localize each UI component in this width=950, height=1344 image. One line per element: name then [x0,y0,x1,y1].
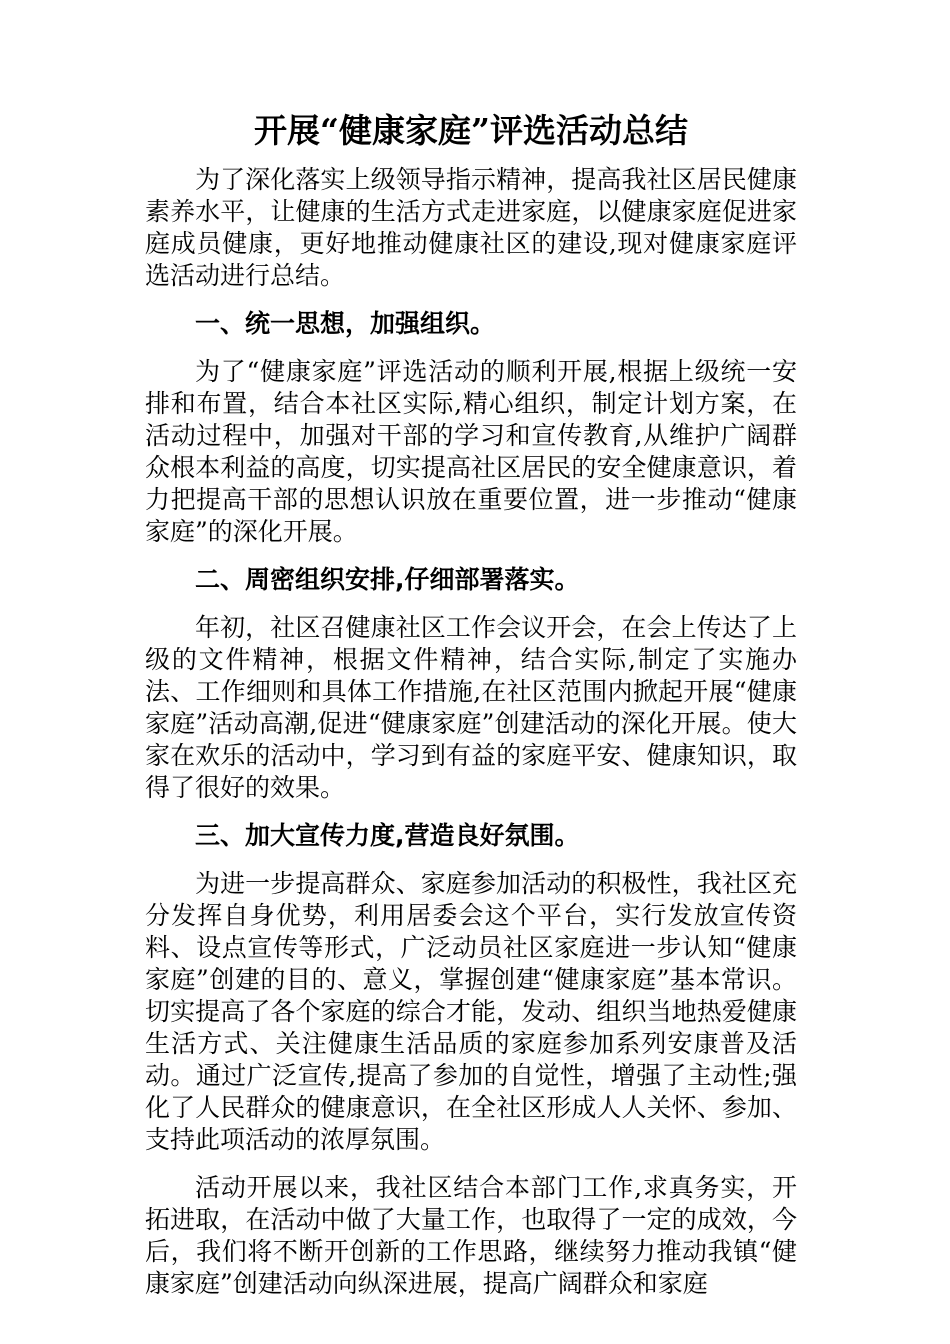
document-title: 开展“健康家庭”评选活动总结 [254,111,688,150]
section-3-paragraph: 为进一步提高群众、家庭参加活动的积极性，我社区充分发挥自身优势，利用居委会这个平台，实行发放宣传资料、设点宣传等形式，广泛动员社区家庭进一步认知“健康家庭”创建的目的、意义，掌握创建“健康家庭”基本常识。切实提高了各个家庭的综合才能，发动、组织当地热爱健康生活方式、关注健康生活品质的家庭参加系列安康普及活动。通过广泛宣传,提高了参加的自觉性，增强了主动性;强化了人民群众的健康意识，在全社区形成人人关怀、参加、支持此项活动的浓厚氛围。 [145,869,797,1154]
section-heading-2: 二、周密组织安排,仔细部署落实。 [195,565,580,594]
section-heading-3: 三、加大宣传力度,营造良好氛围。 [195,821,580,850]
section-2-paragraph: 年初，社区召健康社区工作会议开会，在会上传达了上级的文件精神，根据文件精神，结合实际,制定了实施办法、工作细则和具体工作措施,在社区范围内掀起开展“健康家庭”活动高潮,促进“健康家庭”创建活动的深化开展。使大家在欢乐的活动中，学习到有益的家庭平安、健康知识，取得了很好的效果。 [145,613,797,802]
document-page [145,108,797,1316]
section-heading-1: 一、统一思想，加强组织。 [195,309,496,338]
section-1-paragraph: 为了“健康家庭”评选活动的顺利开展,根据上级统一安排和布置，结合本社区实际,精心组织，制定计划方案，在活动过程中，加强对干部的学习和宣传教育,从维护广阔群众根本利益的高度，切实提高社区居民的安全健康意识，着力把提高干部的思想认识放在重要位置，进一步推动“健康家庭”的深化开展。 [145,357,797,546]
closing-paragraph: 活动开展以来，我社区结合本部门工作,求真务实，开拓进取，在活动中做了大量工作，也取得了一定的成效，今后，我们将不断开创新的工作思路，继续努力推动我镇“健康家庭”创建活动向纵深进展，提高广阔群众和家庭 [145,1173,797,1298]
intro-paragraph: 为了深化落实上级领导指示精神，提高我社区居民健康素养水平，让健康的生活方式走进家庭，以健康家庭促进家庭成员健康，更好地推动健康社区的建设,现对健康家庭评选活动进行总结。 [145,165,797,290]
